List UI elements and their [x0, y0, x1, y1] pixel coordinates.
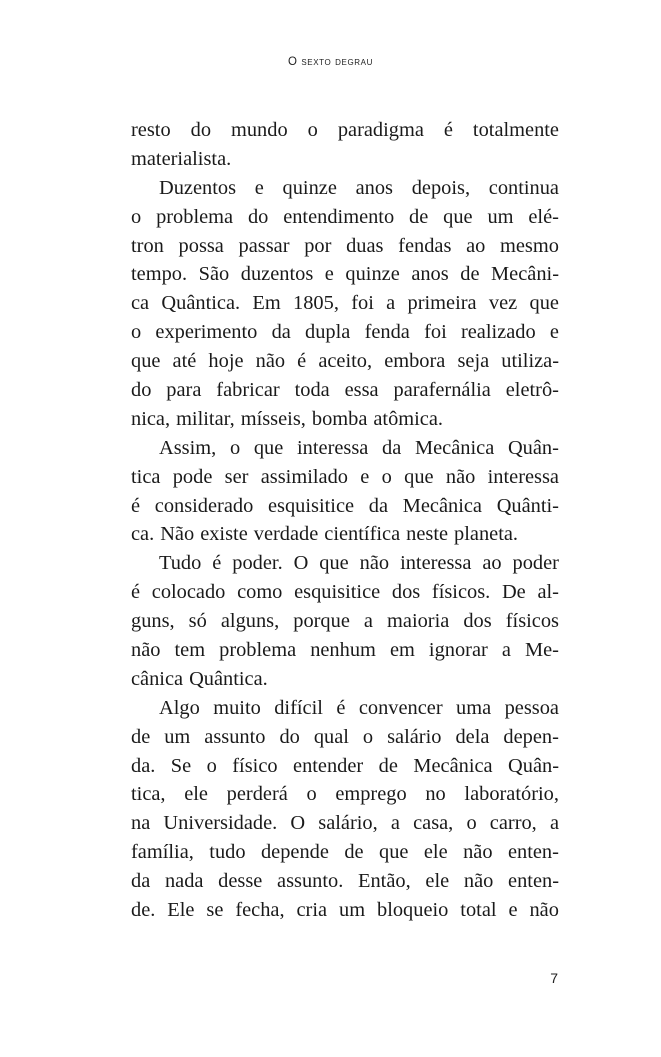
text-line: tica pode ser assimilado e o que não interessa: [131, 465, 559, 488]
text-line: nica, militar, mísseis, bomba atômica.: [131, 407, 444, 430]
text-line: da nada desse assunto. Então, ele não enten-: [131, 870, 559, 893]
text-line: tempo. São duzentos e quinze anos de Mecâni-: [131, 263, 559, 286]
text-line: não tem problema nenhum em ignorar a Me-: [131, 639, 559, 662]
body-text: [131, 116, 559, 925]
page-number: 7: [550, 970, 558, 986]
text-line: do para fabricar toda essa parafernália eletrô-: [131, 379, 559, 402]
text-line: Assim, o que interessa da Mecânica Quân-: [159, 436, 559, 459]
text-line: é colocado como esquisitice dos físicos. De al-: [131, 581, 559, 604]
text-line: o problema do entendimento de que um elé-: [131, 205, 559, 228]
text-line: família, tudo depende de que ele não enten-: [131, 841, 559, 864]
text-line: tron possa passar por duas fendas ao mesmo: [131, 234, 559, 257]
text-line: o experimento da dupla fenda foi realizado e: [131, 321, 559, 344]
text-line: é considerado esquisitice da Mecânica Quânti-: [131, 494, 559, 517]
text-line: de um assunto do qual o salário dela depen-: [131, 725, 559, 748]
text-line: ca. Não existe verdade científica neste planeta.: [131, 523, 519, 546]
text-line: tica, ele perderá o emprego no laboratório,: [131, 783, 559, 806]
text-line: Duzentos e quinze anos depois, continua: [159, 176, 559, 199]
text-line: materialista.: [131, 147, 232, 170]
text-line: resto do mundo o paradigma é totalmente: [131, 119, 559, 141]
text-line: Tudo é poder. O que não interessa ao poder: [159, 552, 559, 575]
text-line: da. Se o físico entender de Mecânica Quân-: [131, 754, 559, 777]
text-line: na Universidade. O salário, a casa, o carro, a: [131, 812, 559, 835]
running-head: O sexto degrau: [288, 56, 373, 68]
text-line: Algo muito difícil é convencer uma pessoa: [159, 696, 559, 719]
text-line: cânica Quântica.: [131, 667, 268, 690]
text-line: de. Ele se fecha, cria um bloqueio total e não: [131, 899, 559, 922]
text-line: ca Quântica. Em 1805, foi a primeira vez que: [131, 292, 559, 315]
text-line: guns, só alguns, porque a maioria dos físicos: [131, 610, 559, 633]
text-line: que até hoje não é aceito, embora seja utiliza-: [131, 350, 559, 373]
